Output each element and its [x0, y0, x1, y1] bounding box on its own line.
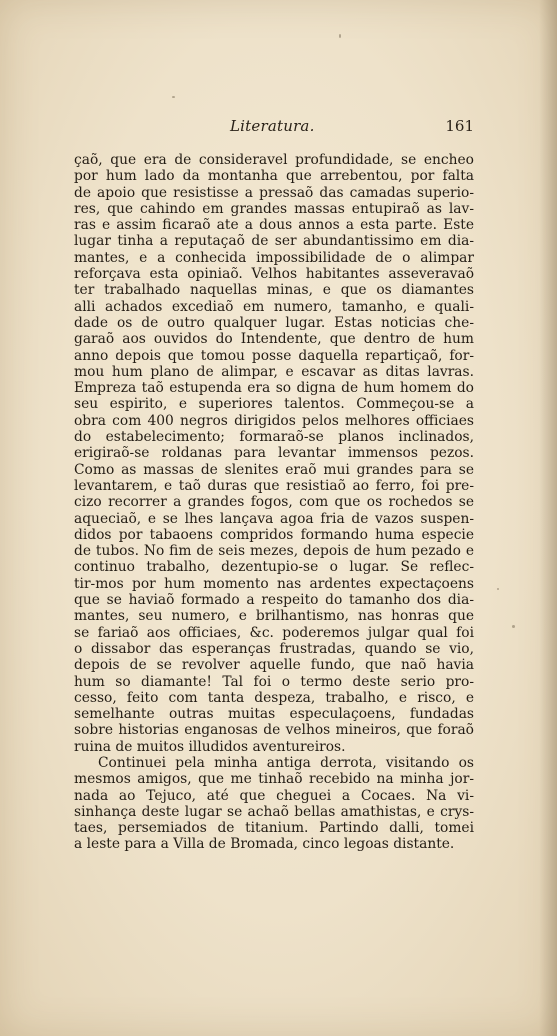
running-title: Literatura.	[230, 117, 315, 135]
text-line: Empreza taõ estupenda era so digna de hum homem do	[74, 380, 474, 397]
page-number: 161	[445, 117, 474, 135]
paper-speck	[497, 588, 499, 590]
text-line: Continuei pela minha antiga derrota, visitando os	[98, 754, 474, 771]
running-head	[74, 117, 474, 137]
text-line: nada ao Tejuco, até que cheguei a Cocaes. Na vi-	[74, 787, 474, 804]
text-line: obra com 400 negros dirigidos pelos melhores officiaes	[74, 412, 474, 429]
text-line: anno depois que tomou posse daquella repartiçaõ, for-	[74, 347, 474, 364]
text-line: lugar tinha a reputaçaõ de ser abundantissimo em dia-	[74, 233, 474, 250]
text-line: se fariaõ aos officiaes, &c. poderemos julgar qual foi	[74, 624, 474, 641]
paper-speck	[172, 96, 175, 98]
text-line: hum so diamante! Tal foi o termo deste serio pro-	[74, 673, 474, 690]
text-line: o dissabor das esperanças frustradas, quando se vio,	[74, 640, 474, 657]
text-line: didos por tabaoens compridos formando huma especie	[74, 526, 474, 543]
text-line: ter trabalhado naquellas minas, e que os diamantes	[74, 282, 474, 299]
text-line: por hum lado da montanha que arrebentou, por falta	[74, 168, 474, 185]
text-line: cizo recorrer a grandes fogos, com que os rochedos se	[74, 494, 474, 511]
text-line: ras e assim ficaraõ ate a dous annos a esta parte. Este	[74, 217, 474, 234]
body-text	[74, 152, 474, 853]
text-line: que se haviaõ formado a respeito do tamanho dos dia-	[74, 592, 474, 609]
text-line: çaõ, que era de consideravel profundidade, se encheo	[74, 152, 474, 168]
text-line: res, que cahindo em grandes massas entupiraõ as lav-	[74, 200, 474, 217]
text-line: ruina de muitos illudidos aventureiros.	[74, 738, 346, 755]
text-line: tir-mos por hum momento nas ardentes expectaçoens	[74, 575, 474, 592]
text-line: semelhante outras muitas especulaçoens, fundadas	[74, 706, 474, 723]
text-line: de tubos. No fim de seis mezes, depois de hum pezado e	[74, 543, 474, 560]
text-line: levantarem, e taõ duras que resistiaõ ao ferro, foi pre-	[74, 477, 474, 494]
text-line: dade os de outro qualquer lugar. Estas noticias che-	[74, 314, 474, 331]
text-line: erigiraõ-se roldanas para levantar immensos pezos.	[74, 445, 474, 462]
text-line: sinhança deste lugar se achaõ bellas amathistas, e crys-	[74, 803, 474, 820]
text-line: depois de se revolver aquelle fundo, que naõ havia	[74, 657, 474, 674]
text-line: continuo trabalho, dezentupio-se o lugar. Se reflec-	[74, 559, 474, 576]
text-line: reforçava esta opiniaõ. Velhos habitantes asseveravaõ	[74, 266, 474, 283]
text-line: cesso, feito com tanta despeza, trabalho, e risco, e	[74, 689, 474, 706]
text-line: aqueciaõ, e se lhes lançava agoa fria de vazos suspen-	[74, 510, 474, 527]
text-line: mou hum plano de alimpar, e escavar as ditas lavras.	[74, 363, 474, 380]
text-line: alli achados excediaõ em numero, tamanho, e quali-	[74, 298, 474, 315]
text-line: de apoio que resistisse a pressaõ das camadas superio-	[74, 184, 474, 201]
text-line: seu espirito, e superiores talentos. Commeçou-se a	[74, 396, 474, 413]
paper-speck	[512, 625, 515, 628]
text-line: a leste para a Villa de Bromada, cinco legoas distante.	[74, 836, 455, 853]
text-line: garaõ aos ouvidos do Intendente, que dentro de hum	[74, 331, 474, 348]
text-line: taes, persemiados de titanium. Partindo dalli, tomei	[74, 820, 474, 837]
text-line: mantes, e a conhecida impossibilidade de o alimpar	[74, 249, 474, 266]
text-line: mesmos amigos, que me tinhaõ recebido na minha jor-	[74, 771, 474, 788]
text-line: mantes, seu numero, e brilhantismo, nas honras que	[74, 608, 474, 625]
text-line: do estabelecimento; formaraõ-se planos inclinados,	[74, 429, 474, 446]
text-line: Como as massas de slenites eraõ mui grandes para se	[74, 461, 474, 478]
paper-speck	[339, 34, 341, 38]
text-line: sobre historias enganosas de velhos mineiros, que foraõ	[74, 722, 474, 739]
page-edge-shadow	[539, 0, 557, 1036]
